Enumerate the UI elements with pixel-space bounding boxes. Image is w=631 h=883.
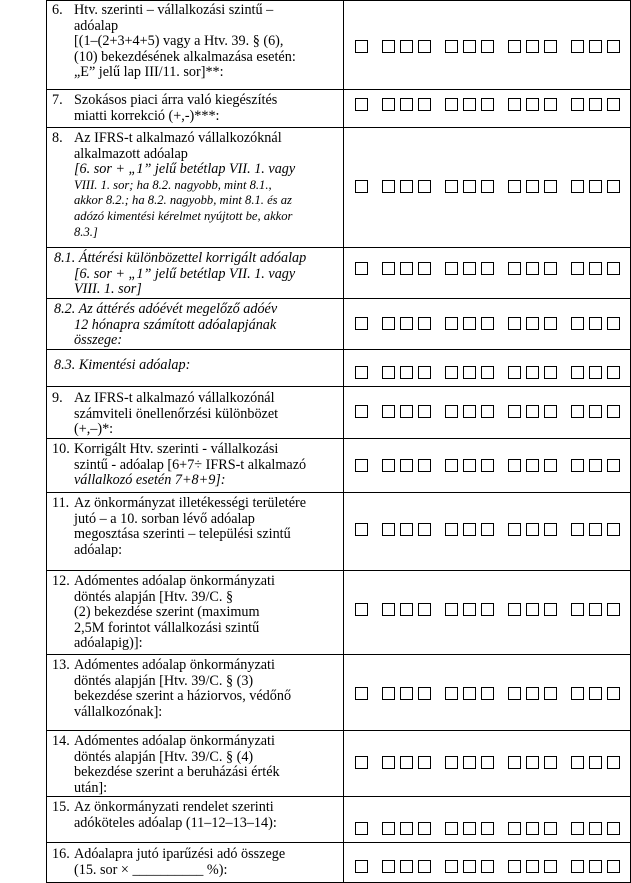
digit-box[interactable] <box>589 603 602 616</box>
table-border-top <box>46 0 631 1</box>
digit-box[interactable] <box>382 687 395 700</box>
row-separator <box>46 570 631 571</box>
digit-box[interactable] <box>508 262 521 275</box>
row-label <box>52 800 342 831</box>
digit-box[interactable] <box>400 180 413 193</box>
digit-box[interactable] <box>607 822 620 835</box>
amount-input-boxes[interactable] <box>355 860 627 876</box>
digit-box[interactable] <box>607 687 620 700</box>
digit-box[interactable] <box>382 317 395 330</box>
row-label-line: döntés alapján [Htv. 39/C. § <box>74 588 234 605</box>
digit-box[interactable] <box>607 180 620 193</box>
digit-box[interactable] <box>544 860 557 873</box>
row-label-line: 8.1. Áttérési különbözettel korrigált adóalap <box>54 250 307 266</box>
digit-box[interactable] <box>544 317 557 330</box>
digit-box[interactable] <box>382 180 395 193</box>
digit-box[interactable] <box>400 822 413 835</box>
row-label-line: (+,–)*: <box>74 421 114 438</box>
digit-box[interactable] <box>445 603 458 616</box>
row-separator <box>46 89 631 90</box>
row-number: 15. <box>52 799 70 815</box>
row-label <box>52 93 342 124</box>
digit-box[interactable] <box>607 405 620 418</box>
row-separator <box>46 438 631 439</box>
amount-input-boxes[interactable] <box>355 317 627 333</box>
digit-box[interactable] <box>544 822 557 835</box>
row-label-line: adózó kimentési kérelmet nyújtott be, akkor <box>74 208 293 223</box>
digit-box[interactable] <box>382 822 395 835</box>
digit-box[interactable] <box>418 98 431 111</box>
digit-box[interactable] <box>607 98 620 111</box>
digit-box[interactable] <box>355 459 368 472</box>
digit-box[interactable] <box>418 366 431 379</box>
row-separator <box>46 298 631 299</box>
digit-box[interactable] <box>418 756 431 769</box>
row-number: 16. <box>52 846 70 862</box>
digit-box[interactable] <box>481 822 494 835</box>
row-number: 9. <box>52 390 63 406</box>
digit-box[interactable] <box>445 860 458 873</box>
digit-box[interactable] <box>589 262 602 275</box>
digit-box[interactable] <box>382 756 395 769</box>
row-label-line: bekezdése szerint a háziorvos, védőnő <box>74 688 292 705</box>
digit-box[interactable] <box>418 405 431 418</box>
digit-box[interactable] <box>544 603 557 616</box>
row-separator <box>46 842 631 843</box>
digit-box[interactable] <box>382 523 395 536</box>
row-label-line: 8.3.] <box>74 224 98 239</box>
row-label-line: Az önkormányzati rendelet szerinti <box>74 799 274 815</box>
row-separator <box>46 654 631 655</box>
digit-box[interactable] <box>508 756 521 769</box>
digit-box[interactable] <box>544 523 557 536</box>
digit-box[interactable] <box>400 366 413 379</box>
digit-box[interactable] <box>508 405 521 418</box>
digit-box[interactable] <box>418 822 431 835</box>
digit-box[interactable] <box>400 603 413 616</box>
row-label-line: döntés alapján [Htv. 39/C. § (4) <box>74 748 254 765</box>
digit-box[interactable] <box>445 180 458 193</box>
digit-box[interactable] <box>544 756 557 769</box>
row-label-line: szintű - adóalap [6+7÷ IFRS-t alkalmazó <box>74 456 307 473</box>
row-label <box>52 847 342 878</box>
row-number: 14. <box>52 733 70 749</box>
amount-input-boxes[interactable] <box>355 756 627 772</box>
digit-box[interactable] <box>445 317 458 330</box>
digit-box[interactable] <box>526 860 539 873</box>
digit-box[interactable] <box>382 603 395 616</box>
digit-box[interactable] <box>463 756 476 769</box>
row-label <box>52 251 342 298</box>
row-label-line: (15. sor × __________ %): <box>74 861 228 878</box>
digit-box[interactable] <box>481 860 494 873</box>
digit-box[interactable] <box>463 262 476 275</box>
digit-box[interactable] <box>382 98 395 111</box>
row-label <box>52 131 342 240</box>
digit-box[interactable] <box>589 822 602 835</box>
digit-box[interactable] <box>400 262 413 275</box>
digit-box[interactable] <box>463 523 476 536</box>
digit-box[interactable] <box>418 459 431 472</box>
digit-box[interactable] <box>355 405 368 418</box>
row-number: 10. <box>52 441 70 457</box>
digit-box[interactable] <box>400 860 413 873</box>
digit-box[interactable] <box>463 822 476 835</box>
digit-box[interactable] <box>418 180 431 193</box>
digit-box[interactable] <box>526 262 539 275</box>
digit-box[interactable] <box>418 317 431 330</box>
digit-box[interactable] <box>571 262 584 275</box>
digit-box[interactable] <box>418 523 431 536</box>
row-label <box>52 496 342 558</box>
row-number: 13. <box>52 657 70 673</box>
digit-box[interactable] <box>508 317 521 330</box>
digit-box[interactable] <box>571 366 584 379</box>
digit-box[interactable] <box>355 317 368 330</box>
digit-box[interactable] <box>589 687 602 700</box>
row-number: 6. <box>52 2 63 18</box>
row-label <box>52 734 342 796</box>
digit-box[interactable] <box>571 860 584 873</box>
row-label-line: 8.2. Az áttérés adóévét megelőző adóév <box>54 301 278 317</box>
digit-box[interactable] <box>445 40 458 53</box>
digit-box[interactable] <box>355 523 368 536</box>
digit-box[interactable] <box>589 317 602 330</box>
digit-box[interactable] <box>526 687 539 700</box>
digit-box[interactable] <box>463 40 476 53</box>
row-separator <box>46 386 631 387</box>
row-number: 7. <box>52 92 63 108</box>
row-label-line: Adómentes adóalap önkormányzati <box>74 657 275 673</box>
digit-box[interactable] <box>589 756 602 769</box>
digit-box[interactable] <box>508 180 521 193</box>
digit-box[interactable] <box>544 459 557 472</box>
row-label-line: akkor 8.2.; ha 8.2. nagyobb, mint 8.1. és az <box>74 193 292 208</box>
digit-box[interactable] <box>526 317 539 330</box>
digit-box[interactable] <box>589 405 602 418</box>
amount-input-boxes[interactable] <box>355 459 627 475</box>
digit-box[interactable] <box>463 405 476 418</box>
digit-box[interactable] <box>382 40 395 53</box>
digit-box[interactable] <box>544 687 557 700</box>
digit-box[interactable] <box>463 366 476 379</box>
row-label-line: [6. sor + „1” jelű betétlap VII. 1. vagy <box>74 265 296 282</box>
digit-box[interactable] <box>481 366 494 379</box>
digit-box[interactable] <box>544 40 557 53</box>
digit-box[interactable] <box>607 756 620 769</box>
digit-box[interactable] <box>463 98 476 111</box>
digit-box[interactable] <box>544 366 557 379</box>
digit-box[interactable] <box>382 262 395 275</box>
digit-box[interactable] <box>355 822 368 835</box>
digit-box[interactable] <box>508 523 521 536</box>
digit-box[interactable] <box>400 98 413 111</box>
digit-box[interactable] <box>463 180 476 193</box>
digit-box[interactable] <box>571 523 584 536</box>
digit-box[interactable] <box>571 756 584 769</box>
digit-box[interactable] <box>544 262 557 275</box>
digit-box[interactable] <box>508 40 521 53</box>
row-label-line: számviteli önellenőrzési különbözet <box>74 405 279 422</box>
digit-box[interactable] <box>445 405 458 418</box>
digit-box[interactable] <box>355 262 368 275</box>
digit-box[interactable] <box>607 523 620 536</box>
row-label-line: jutó – a 10. sorban lévő adóalap <box>74 510 255 527</box>
digit-box[interactable] <box>463 687 476 700</box>
digit-box[interactable] <box>526 98 539 111</box>
amount-input-boxes[interactable] <box>355 180 627 196</box>
row-label-line: [6. sor + „1” jelű betétlap VII. 1. vagy <box>74 161 296 178</box>
row-label-line: Korrigált Htv. szerinti - vállalkozási <box>74 441 279 457</box>
row-label <box>52 302 342 349</box>
digit-box[interactable] <box>481 180 494 193</box>
digit-box[interactable] <box>544 98 557 111</box>
digit-box[interactable] <box>607 262 620 275</box>
digit-box[interactable] <box>508 459 521 472</box>
digit-box[interactable] <box>382 366 395 379</box>
digit-box[interactable] <box>571 687 584 700</box>
row-separator <box>46 349 631 350</box>
row-label-line: Az önkormányzat illetékességi területére <box>74 495 307 511</box>
row-label-line: 8.3. Kimentési adóalap: <box>54 357 191 373</box>
digit-box[interactable] <box>526 603 539 616</box>
amount-input-boxes[interactable] <box>355 262 627 278</box>
row-separator <box>46 730 631 731</box>
digit-box[interactable] <box>445 459 458 472</box>
digit-box[interactable] <box>508 687 521 700</box>
digit-box[interactable] <box>571 405 584 418</box>
digit-box[interactable] <box>508 603 521 616</box>
digit-box[interactable] <box>508 860 521 873</box>
digit-box[interactable] <box>481 405 494 418</box>
digit-box[interactable] <box>481 317 494 330</box>
row-label <box>52 3 342 81</box>
digit-box[interactable] <box>589 180 602 193</box>
digit-box[interactable] <box>508 98 521 111</box>
row-label-line: VIII. 1. sor; ha 8.2. nagyobb, mint 8.1., <box>74 177 272 192</box>
digit-box[interactable] <box>355 366 368 379</box>
amount-input-boxes[interactable] <box>355 687 627 703</box>
digit-box[interactable] <box>571 459 584 472</box>
digit-box[interactable] <box>418 603 431 616</box>
digit-box[interactable] <box>571 40 584 53</box>
digit-box[interactable] <box>544 180 557 193</box>
row-label-line: VIII. 1. sor] <box>74 281 142 298</box>
digit-box[interactable] <box>571 180 584 193</box>
digit-box[interactable] <box>355 180 368 193</box>
digit-box[interactable] <box>418 262 431 275</box>
digit-box[interactable] <box>589 860 602 873</box>
digit-box[interactable] <box>571 317 584 330</box>
digit-box[interactable] <box>589 40 602 53</box>
digit-box[interactable] <box>571 822 584 835</box>
row-number: 8. <box>52 130 63 146</box>
digit-box[interactable] <box>481 603 494 616</box>
digit-box[interactable] <box>589 98 602 111</box>
digit-box[interactable] <box>607 603 620 616</box>
row-label-line: bekezdése szerint a beruházási érték <box>74 764 280 781</box>
row-separator <box>46 492 631 493</box>
row-label-line: Adóalapra jutó iparűzési adó összege <box>74 846 286 862</box>
digit-box[interactable] <box>481 459 494 472</box>
digit-box[interactable] <box>481 40 494 53</box>
row-label <box>52 391 342 438</box>
amount-input-boxes[interactable] <box>355 98 627 114</box>
row-label-line: Szokásos piaci árra való kiegészítés <box>74 92 278 108</box>
digit-box[interactable] <box>400 687 413 700</box>
digit-box[interactable] <box>382 860 395 873</box>
row-label-line: (10) bekezdésének alkalmazása esetén: <box>74 48 296 65</box>
row-label-line: Az IFRS-t alkalmazó vállalkozóknál <box>74 130 282 146</box>
digit-box[interactable] <box>544 405 557 418</box>
row-label <box>52 658 342 720</box>
row-label <box>52 574 342 652</box>
digit-box[interactable] <box>400 459 413 472</box>
digit-box[interactable] <box>526 756 539 769</box>
row-label-line: Adómentes adóalap önkormányzati <box>74 573 275 589</box>
amount-input-boxes[interactable] <box>355 822 627 838</box>
digit-box[interactable] <box>607 40 620 53</box>
amount-input-boxes[interactable] <box>355 603 627 619</box>
digit-box[interactable] <box>607 459 620 472</box>
digit-box[interactable] <box>481 687 494 700</box>
digit-box[interactable] <box>526 180 539 193</box>
digit-box[interactable] <box>481 756 494 769</box>
digit-box[interactable] <box>355 98 368 111</box>
row-separator <box>46 127 631 128</box>
row-label-line: 12 hónapra számított adóalapjának <box>74 316 277 333</box>
amount-input-boxes[interactable] <box>355 523 627 539</box>
digit-box[interactable] <box>526 366 539 379</box>
row-label-line: adóköteles adóalap (11–12–13–14): <box>74 814 277 831</box>
digit-box[interactable] <box>463 860 476 873</box>
row-label <box>52 358 342 374</box>
digit-box[interactable] <box>481 262 494 275</box>
digit-box[interactable] <box>382 405 395 418</box>
digit-box[interactable] <box>589 459 602 472</box>
digit-box[interactable] <box>526 822 539 835</box>
digit-box[interactable] <box>445 523 458 536</box>
digit-box[interactable] <box>400 405 413 418</box>
digit-box[interactable] <box>355 860 368 873</box>
table-border-left <box>46 0 47 883</box>
row-label-line: vállalkozó esetén 7+8+9]: <box>74 472 226 489</box>
row-label-line: után]: <box>74 779 108 796</box>
digit-box[interactable] <box>481 523 494 536</box>
row-number: 12. <box>52 573 70 589</box>
digit-box[interactable] <box>400 523 413 536</box>
digit-box[interactable] <box>445 366 458 379</box>
amount-input-boxes[interactable] <box>355 366 627 382</box>
row-label-line: adóalapig)]: <box>74 635 143 652</box>
row-label-line: alkalmazott adóalap <box>74 145 188 162</box>
digit-box[interactable] <box>481 98 494 111</box>
digit-box[interactable] <box>382 459 395 472</box>
amount-input-boxes[interactable] <box>355 405 627 421</box>
digit-box[interactable] <box>571 603 584 616</box>
digit-box[interactable] <box>526 405 539 418</box>
digit-box[interactable] <box>589 523 602 536</box>
digit-box[interactable] <box>571 98 584 111</box>
digit-box[interactable] <box>526 459 539 472</box>
digit-box[interactable] <box>445 822 458 835</box>
row-label-line: összege: <box>74 332 123 349</box>
digit-box[interactable] <box>400 317 413 330</box>
amount-input-boxes[interactable] <box>355 40 627 56</box>
row-label-line: vállalkozónak]: <box>74 703 163 720</box>
row-label-line: döntés alapján [Htv. 39/C. § (3) <box>74 672 254 689</box>
digit-box[interactable] <box>400 756 413 769</box>
digit-box[interactable] <box>463 317 476 330</box>
digit-box[interactable] <box>607 860 620 873</box>
digit-box[interactable] <box>526 523 539 536</box>
digit-box[interactable] <box>607 317 620 330</box>
digit-box[interactable] <box>418 860 431 873</box>
column-divider <box>343 0 344 883</box>
digit-box[interactable] <box>445 756 458 769</box>
digit-box[interactable] <box>445 262 458 275</box>
row-label-line: Htv. szerinti – vállalkozási szintű – <box>74 2 274 18</box>
digit-box[interactable] <box>445 98 458 111</box>
row-label-line: Adómentes adóalap önkormányzati <box>74 733 275 749</box>
row-label-line: adóalap: <box>74 541 123 558</box>
digit-box[interactable] <box>355 603 368 616</box>
digit-box[interactable] <box>418 40 431 53</box>
row-label-line: miatti korrekció (+,-)***: <box>74 107 220 124</box>
digit-box[interactable] <box>355 687 368 700</box>
digit-box[interactable] <box>463 603 476 616</box>
row-label-line: [(1–(2+3+4+5) vagy a Htv. 39. § (6), <box>74 33 284 50</box>
row-number: 11. <box>52 495 70 511</box>
digit-box[interactable] <box>508 366 521 379</box>
digit-box[interactable] <box>355 40 368 53</box>
row-separator <box>46 247 631 248</box>
digit-box[interactable] <box>526 40 539 53</box>
row-label-line: Az IFRS-t alkalmazó vállalkozónál <box>74 390 275 406</box>
row-label-line: (2) bekezdése szerint (maximum <box>74 604 260 621</box>
digit-box[interactable] <box>607 366 620 379</box>
row-label-line: megosztása szerinti – települési szintű <box>74 526 291 543</box>
row-label <box>52 442 342 489</box>
digit-box[interactable] <box>355 756 368 769</box>
row-label-line: „E” jelű lap III/11. sor]**: <box>74 64 224 81</box>
row-label-line: adóalap <box>74 17 119 34</box>
digit-box[interactable] <box>418 687 431 700</box>
digit-box[interactable] <box>400 40 413 53</box>
row-label-line: 2,5M forintot vállalkozási szintű <box>74 619 260 636</box>
digit-box[interactable] <box>463 459 476 472</box>
digit-box[interactable] <box>445 687 458 700</box>
digit-box[interactable] <box>589 366 602 379</box>
digit-box[interactable] <box>508 822 521 835</box>
